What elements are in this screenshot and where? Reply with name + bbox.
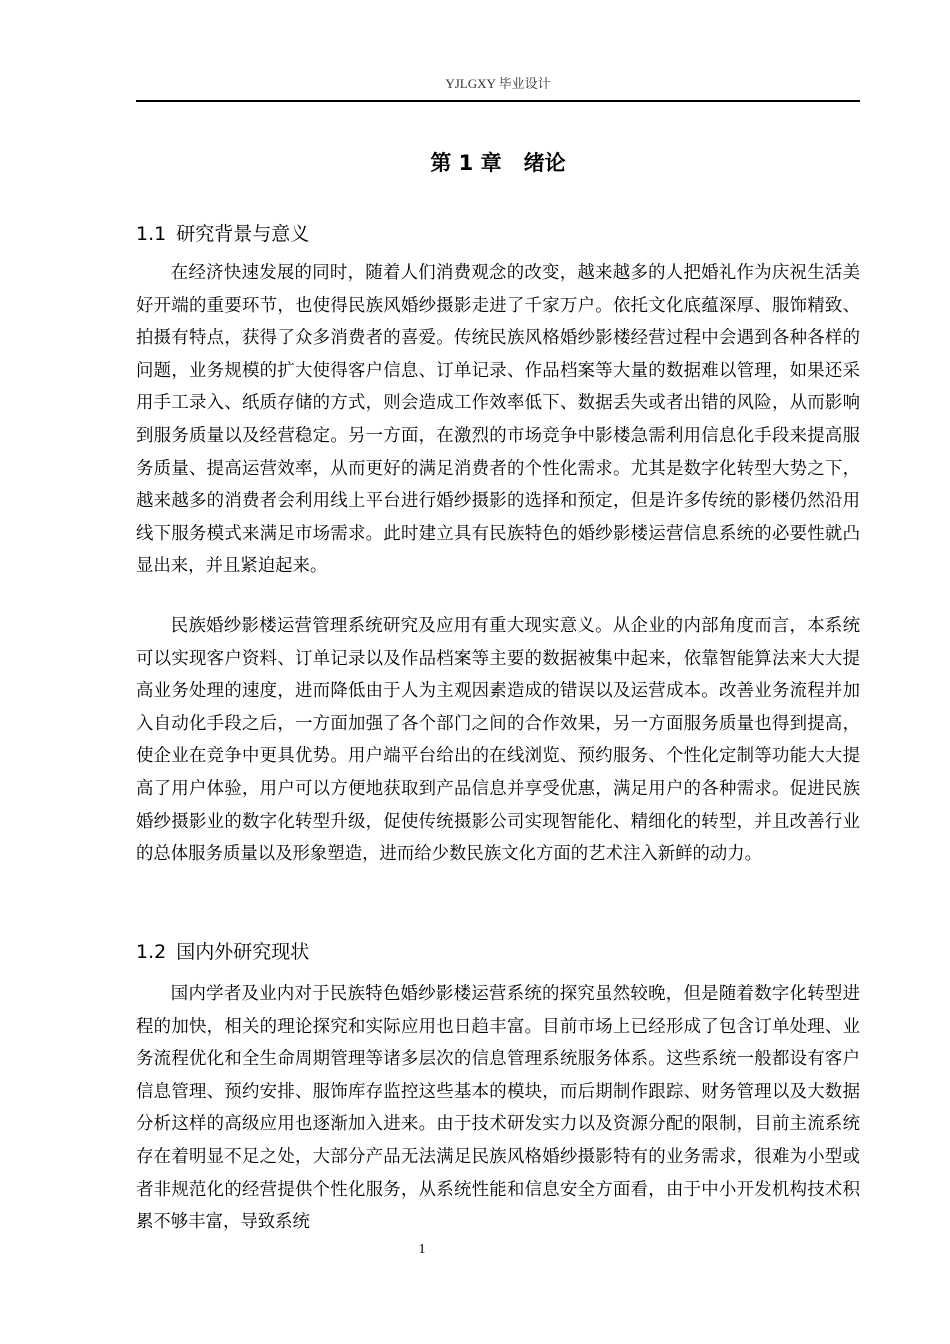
section-number: 1.2 bbox=[136, 941, 167, 963]
section-heading-1-2 bbox=[136, 937, 860, 967]
section-heading-1-1 bbox=[136, 219, 860, 249]
body-paragraph: 民族婚纱影楼运营管理系统研究及应用有重大现实意义。从企业的内部角度而言，本系统可以实现客户资料、订单记录以及作品档案等主要的数据被集中起来，依靠智能算法来大大提高业务处理的速度，进而降低由于人为主观因素造成的错误以及运营成本。改善业务流程并加入自动化手段之后，一方面加强了各个部门之间的合作效果，另一方面服务质量也得到提高，使企业在竞争中更具优势。用户端平台给出的在线浏览、预约服务、个性化定制等功能大大提高了用户体验，用户可以方便地获取到产品信息并享受优惠，满足用户的各种需求。促进民族婚纱摄影业的数字化转型升级，促使传统摄影公司实现智能化、精细化的转型，并且改善行业的总体服务质量以及形象塑造，进而给少数民族文化方面的艺术注入新鲜的动力。 bbox=[136, 616, 860, 865]
chapter-number: 第 1 章 bbox=[430, 151, 502, 175]
chapter-name: 绪论 bbox=[523, 151, 566, 175]
section-title-text: 国内外研究现状 bbox=[176, 941, 310, 963]
chapter-title bbox=[136, 146, 860, 180]
body-paragraph: 国内学者及业内对于民族特色婚纱影楼运营系统的探究虽然较晚，但是随着数字化转型进程的加快，相关的理论探究和实际应用也日趋丰富。目前市场上已经形成了包含订单处理、业务流程优化和全生命周期管理等诸多层次的信息管理系统服务体系。这些系统一般都设有客户信息管理、预约安排、服饰库存监控这些基本的模块，而后期制作跟踪、财务管理以及大数据分析这样的高级应用也逐渐加入进来。由于技术研发实力以及资源分配的限制，目前主流系统存在着明显不足之处，大部分产品无法满足民族风格婚纱摄影特有的业务需求，很难为小型或者非规范化的经营提供个性化服务，从系统性能和信息安全方面看，由于中小开发机构技术积累不够丰富，导致系统 bbox=[136, 984, 860, 1233]
running-header: YJLGXY 毕业设计 bbox=[445, 76, 551, 91]
section-title-text: 研究背景与意义 bbox=[176, 223, 310, 245]
header-rule bbox=[136, 100, 860, 102]
section-number: 1.1 bbox=[136, 223, 167, 245]
body-paragraph: 在经济快速发展的同时，随着人们消费观念的改变，越来越多的人把婚礼作为庆祝生活美好开端的重要环节，也使得民族风婚纱摄影走进了千家万户。依托文化底蕴深厚、服饰精致、拍摄有特点，获得了众多消费者的喜爱。传统民族风格婚纱影楼经营过程中会遇到各种各样的问题，业务规模的扩大使得客户信息、订单记录、作品档案等大量的数据难以管理，如果还采用手工录入、纸质存储的方式，则会造成工作效率低下、数据丢失或者出错的风险，从而影响到服务质量以及经营稳定。另一方面，在激烈的市场竞争中影楼急需利用信息化手段来提高服务质量、提高运营效率，从而更好的满足消费者的个性化需求。尤其是数字化转型大势之下，越来越多的消费者会利用线上平台进行婚纱摄影的选择和预定，但是许多传统的影楼仍然沿用线下服务模式来满足市场需求。此时建立具有民族特色的婚纱影楼运营信息系统的必要性就凸显出来，并且紧迫起来。 bbox=[136, 263, 860, 577]
page-number: 1 bbox=[418, 1242, 426, 1257]
